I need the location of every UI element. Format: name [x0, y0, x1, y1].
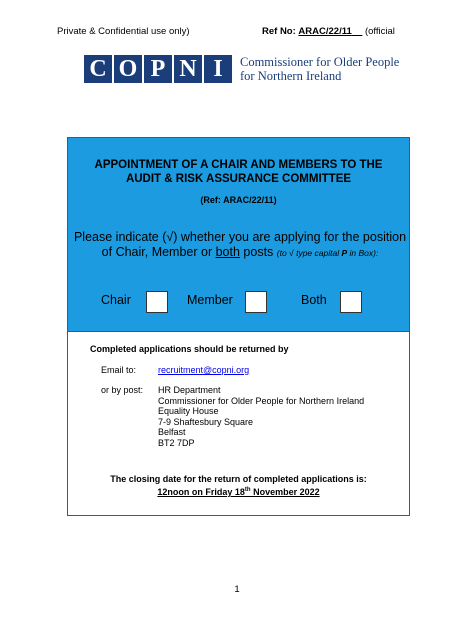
ref-suffix: (official	[364, 26, 395, 37]
return-heading: Completed applications should be returned by	[90, 344, 289, 354]
note-p: P	[341, 248, 348, 258]
postal-address	[158, 385, 364, 448]
instr-part-a: Please indicate (√) whether you are applying for the position of Chair, Member or	[73, 230, 407, 259]
instr-part-b: posts	[239, 245, 277, 259]
logo-letter: N	[174, 55, 202, 83]
logo-letters	[84, 55, 234, 83]
application-panel	[67, 137, 410, 332]
classification-text: Private & Confidential use only)	[57, 26, 190, 37]
logo-letter: O	[114, 55, 142, 83]
address-line: BT2 7DP	[158, 437, 195, 448]
title-line-2: AUDIT & RISK ASSURANCE COMMITTEE	[125, 173, 352, 185]
closing-date-sup: th	[244, 487, 251, 493]
reference-number	[262, 26, 432, 38]
note-a: (to √ type capital	[276, 248, 342, 258]
address-line: Equality House	[158, 406, 219, 416]
address-line: HR Department	[158, 385, 221, 395]
chair-checkbox[interactable]	[146, 291, 168, 313]
return-info-panel	[67, 331, 410, 516]
address-line: Belfast	[158, 427, 186, 437]
panel-title	[68, 158, 409, 186]
closing-date-value	[68, 485, 409, 498]
logo-letter: I	[204, 55, 232, 83]
ref-value: ARAC/22/11	[298, 26, 352, 37]
closing-date-b: November 2022	[250, 487, 320, 497]
logo-letter: P	[144, 55, 172, 83]
email-value	[158, 365, 249, 376]
instr-both: both	[215, 245, 240, 259]
post-label: or by post:	[101, 385, 144, 395]
page-number: 1	[234, 584, 240, 595]
member-checkbox[interactable]	[245, 291, 267, 313]
position-instructions	[72, 230, 408, 261]
address-line: 7-9 Shaftesbury Square	[158, 416, 254, 427]
chair-label: Chair	[101, 293, 131, 307]
ref-label: Ref No:	[262, 26, 296, 37]
both-label: Both	[301, 293, 327, 307]
copni-logo	[84, 54, 399, 84]
logo-letter: C	[84, 55, 112, 83]
panel-reference: (Ref: ARAC/22/11)	[200, 195, 277, 205]
closing-date	[68, 474, 409, 498]
instr-note	[277, 248, 379, 258]
note-b: in Box):	[347, 248, 379, 258]
member-label: Member	[187, 293, 233, 307]
logo-wordmark	[240, 55, 399, 83]
logo-line2: for Northern Ireland	[240, 69, 342, 83]
address-line: Commissioner for Older People for Northern Ireland	[158, 395, 365, 406]
closing-line: The closing date for the return of completed applications is:	[110, 474, 367, 484]
closing-date-a: 12noon on Friday 18	[157, 487, 245, 497]
logo-line1-normal: Commissioner for	[240, 55, 334, 69]
title-line-1: APPOINTMENT OF A CHAIR AND MEMBERS TO THE	[94, 159, 383, 171]
both-checkbox[interactable]	[340, 291, 362, 313]
logo-line1-emph: Older People	[333, 55, 400, 69]
email-label: Email to:	[101, 365, 137, 375]
email-link[interactable]: recruitment@copni.org	[158, 365, 250, 375]
